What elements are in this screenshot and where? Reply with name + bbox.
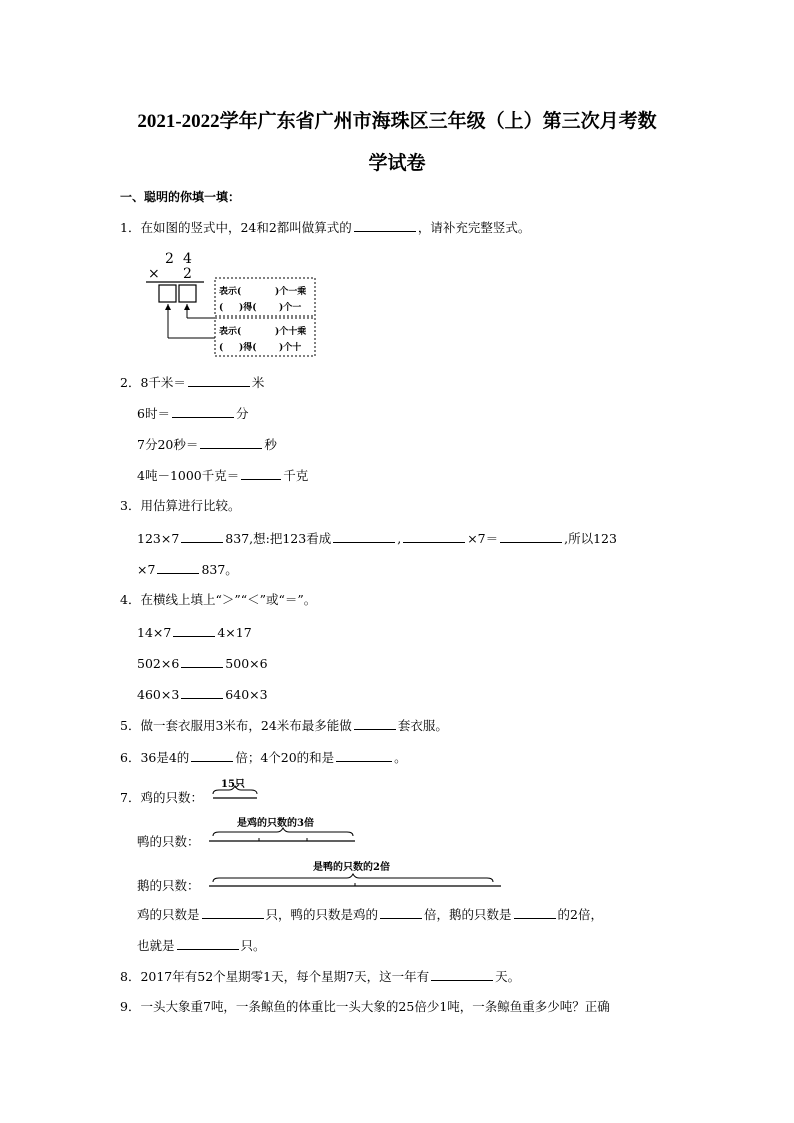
box2-label: )得( [239, 343, 257, 353]
comparison-right: 640×3 [225, 687, 268, 702]
box1-label: 表示( [219, 287, 242, 297]
question-text: 也就是 [137, 938, 175, 953]
answer-blank[interactable] [181, 655, 223, 668]
question-text: 米 [251, 375, 265, 390]
question-4-item [137, 624, 252, 641]
question-text: 倍；4个20的和是 [235, 750, 335, 765]
comparison-right: 4×17 [217, 625, 252, 640]
question-number: 1． [120, 220, 141, 235]
answer-box-ones[interactable] [179, 285, 196, 302]
answer-blank[interactable] [177, 937, 239, 950]
answer-blank[interactable] [403, 530, 465, 543]
question-text: ，请补充完整竖式。 [417, 220, 531, 235]
question-text: 一头大象重7吨，一条鲸鱼的体重比一头大象的25倍少1吨，一条鲸鱼重多少吨？正确 [140, 999, 610, 1014]
question-text: 鸡的只数是 [137, 907, 200, 922]
box2-label: )个十 [279, 343, 302, 353]
page-title-line2: 学试卷 [368, 153, 426, 174]
comparison-left: 502×6 [137, 656, 180, 671]
question-text: 天。 [495, 969, 521, 984]
question-number: 7． [120, 790, 141, 805]
comparison-left: 14×7 [137, 625, 172, 640]
question-number: 2． [120, 375, 141, 390]
question-text: 做一套衣服用3米布，24米布最多能做 [140, 718, 352, 733]
page-title-line1: 2021-2022学年广东省广州市海珠区三年级（上）第三次月考数 [137, 111, 657, 132]
goose-brace-label: 是鸭的只数的2倍 [313, 862, 390, 873]
question-7-line1 [137, 906, 603, 923]
question-text: 4吨－1000千克＝ [137, 468, 240, 483]
multiplication-figure [138, 248, 323, 358]
question-3 [120, 498, 240, 514]
question-text: 的2倍， [557, 907, 603, 922]
question-2-line2 [137, 405, 248, 422]
answer-blank[interactable] [157, 561, 199, 574]
answer-blank[interactable] [431, 968, 493, 981]
question-text: 用估算进行比较。 [140, 498, 241, 513]
box2-label: 表示( [219, 327, 242, 337]
question-9 [120, 999, 610, 1015]
answer-box-tens[interactable] [159, 285, 176, 302]
question-text: 123×7 [137, 531, 180, 546]
figure-digit-tens: 2 [165, 251, 174, 267]
question-text: 秒 [264, 437, 277, 452]
answer-blank[interactable] [380, 906, 422, 919]
question-number: 9． [120, 999, 141, 1014]
comparison-left: 460×3 [137, 687, 180, 702]
box1-label: ( [219, 303, 224, 313]
question-text: 千克 [283, 468, 309, 483]
question-2-line3 [137, 436, 277, 453]
figure-arrowhead [165, 304, 171, 310]
figure-times-sign: × [148, 266, 160, 282]
figure-digit-multiplier: 2 [183, 266, 192, 282]
goose-label: 鹅的只数： [137, 878, 200, 893]
answer-blank[interactable] [333, 530, 395, 543]
question-text: 。 [394, 750, 407, 765]
question-text: 在如图的竖式中，24和2都叫做算式的 [140, 220, 352, 235]
question-text: 倍，鹅的只数是 [424, 907, 512, 922]
question-text: 837,想:把123看成 [225, 531, 332, 546]
answer-blank[interactable] [172, 405, 234, 418]
question-2-line1 [120, 374, 264, 391]
figure-arrowhead [184, 304, 190, 310]
answer-blank[interactable] [500, 530, 562, 543]
figure-digit-ones: 4 [183, 251, 192, 267]
comparison-right: 500×6 [225, 656, 268, 671]
question-text: 2017年有52个星期零1天，每个星期7天，这一年有 [140, 969, 430, 984]
question-text: 8千米＝ [140, 375, 186, 390]
question-text: 36是4的 [140, 750, 190, 765]
question-3-line2 [137, 561, 238, 578]
answer-blank[interactable] [173, 624, 215, 637]
question-5 [120, 717, 448, 734]
question-7-line2 [137, 937, 266, 954]
question-4 [120, 592, 316, 608]
question-text: 在横线上填上“＞”“＜”或“＝”。 [140, 592, 317, 607]
question-number: 6． [120, 750, 141, 765]
question-8 [120, 968, 520, 985]
question-4-item [137, 686, 268, 703]
answer-blank[interactable] [181, 530, 223, 543]
question-text: ,所以123 [564, 531, 617, 546]
answer-blank[interactable] [181, 686, 223, 699]
box2-label: ( [219, 343, 224, 353]
question-text: ×7 [137, 562, 156, 577]
question-number: 5． [120, 718, 141, 733]
duck-brace [213, 828, 353, 836]
segment-diagram [205, 774, 505, 894]
question-number: 3． [120, 498, 141, 513]
question-text: 837。 [201, 562, 238, 577]
question-text: , [397, 531, 402, 546]
duck-label: 鸭的只数： [137, 834, 200, 849]
answer-blank[interactable] [188, 374, 250, 387]
goose-brace [213, 874, 493, 882]
question-1 [120, 219, 530, 236]
question-text: ×7＝ [467, 531, 499, 546]
box1-label: )个一 [279, 303, 302, 313]
answer-blank[interactable] [354, 219, 416, 232]
question-text: 只，鸭的只数是鸡的 [265, 907, 379, 922]
question-text: 套衣服。 [397, 718, 448, 733]
answer-blank[interactable] [241, 467, 281, 480]
duck-brace-label: 是鸡的只数的3倍 [237, 818, 314, 829]
answer-blank[interactable] [354, 717, 396, 730]
question-2-line4 [137, 467, 308, 484]
question-text: 只。 [240, 938, 266, 953]
answer-blank[interactable] [514, 906, 556, 919]
box2-label: )个十乘 [275, 327, 307, 337]
question-3-line1 [137, 530, 617, 547]
answer-blank[interactable] [202, 906, 264, 919]
box1-label: )得( [239, 303, 257, 313]
question-number: 8． [120, 969, 141, 984]
section-heading: 一、聪明的你填一填： [120, 190, 241, 204]
chicken-brace-label: 15只 [221, 779, 245, 790]
question-text: 分 [235, 406, 249, 421]
answer-blank[interactable] [336, 749, 392, 762]
question-text: 7分20秒＝ [137, 437, 199, 452]
answer-blank[interactable] [191, 749, 233, 762]
answer-blank[interactable] [200, 436, 262, 449]
question-7 [120, 790, 203, 806]
chicken-label: 鸡的只数： [140, 790, 203, 805]
question-6 [120, 749, 407, 766]
question-4-item [137, 655, 268, 672]
question-text: 6时＝ [137, 406, 170, 421]
box1-label: )个一乘 [275, 287, 307, 297]
question-number: 4． [120, 592, 141, 607]
